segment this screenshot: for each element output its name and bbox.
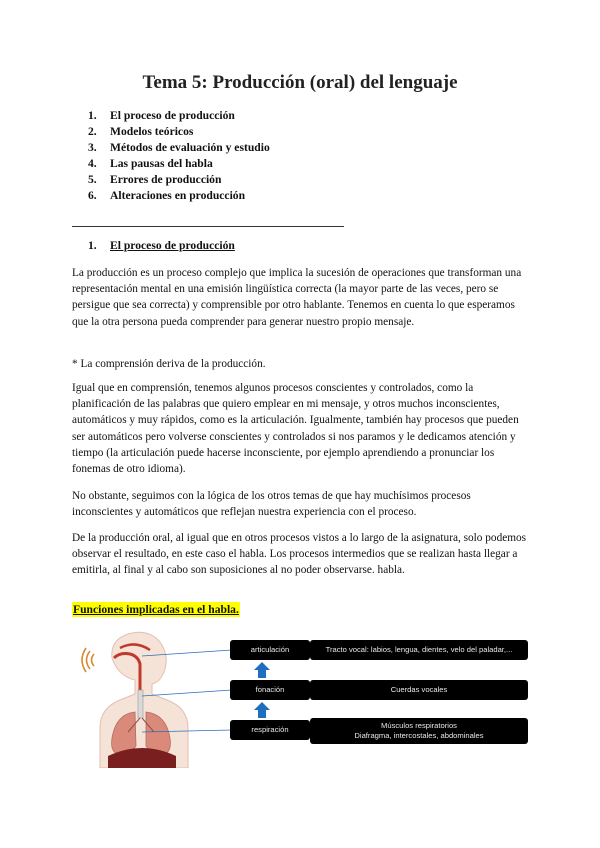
human-torso-icon (100, 632, 188, 768)
paragraph: La producción es un proceso complejo que implica la sucesión de operaciones que transforman una representación mental en una emisión lingüística correcta (la mayor parte de las veces, pero se persigue que sea correcta) y comprensible por otro hablante. Tenemos en cuenta lo que esperamos que la otra persona pueda comprender para generar nuestro propio mensaje. (72, 267, 522, 328)
page-title: Tema 5: Producción (oral) del lenguaje (142, 72, 458, 93)
toc-item: 5. Errores de producción (88, 173, 222, 186)
description-fonacion: Cuerdas vocales (310, 680, 528, 700)
highlighted-heading: Funciones implicadas en el habla. (73, 603, 239, 616)
speech-functions-diagram (80, 628, 530, 768)
toc-item: 4. Las pausas del habla (88, 157, 213, 170)
section-heading: 1. El proceso de producción (88, 239, 235, 252)
toc-item: 3. Métodos de evaluación y estudio (88, 141, 270, 154)
sound-waves-icon (82, 648, 94, 672)
paragraph: Igual que en comprensión, tenemos algunos procesos conscientes y controlados, como la planificación de las palabras que quiero emplear en mi mensaje, y otros muchos inconscientes, automáticos y muy rápidos, como es la articulación. Igualmente, también hay procesos que pueden ser automáticos pero volverse conscientes y controlados si nos paramos y le dedicamos atención y tiempo (la articulación puede hacerse inconsciente, por ejemplo aprendiendo a pronunciar los fonemas de otro idioma). (72, 382, 519, 476)
paragraph: De la producción oral, al igual que en otros procesos vistos a lo largo de la asignatura, solo podemos observar el resultado, en este caso el habla. Los procesos intermedios que se realizan hasta llegar a emitirla, al final y al cabo son suposiciones al no poder observarse. habla. (72, 532, 527, 577)
paragraph: No obstante, seguimos con la lógica de los otros temas de que hay muchísimos procesos inconscientes y automáticos que reflejan nuestra experiencia con el proceso. (72, 490, 471, 519)
arrow-up-icon (254, 662, 270, 678)
stage-fonacion: fonación (230, 680, 310, 700)
stage-articulacion: articulación (230, 640, 310, 660)
toc-item: 2. Modelos teóricos (88, 125, 194, 138)
paragraph-note: * La comprensión deriva de la producción. (72, 358, 266, 370)
table-of-contents (88, 108, 270, 204)
stage-respiracion: respiración (230, 720, 310, 740)
description-respiracion: Músculos respiratorios Diafragma, intercostales, abdominales (310, 718, 528, 744)
toc-item: 6. Alteraciones en producción (88, 189, 246, 202)
toc-item: 1. El proceso de producción (88, 109, 235, 122)
description-articulacion: Tracto vocal: labios, lengua, dientes, velo del paladar,... (310, 640, 528, 660)
horizontal-divider (72, 226, 344, 227)
arrow-up-icon (254, 702, 270, 718)
